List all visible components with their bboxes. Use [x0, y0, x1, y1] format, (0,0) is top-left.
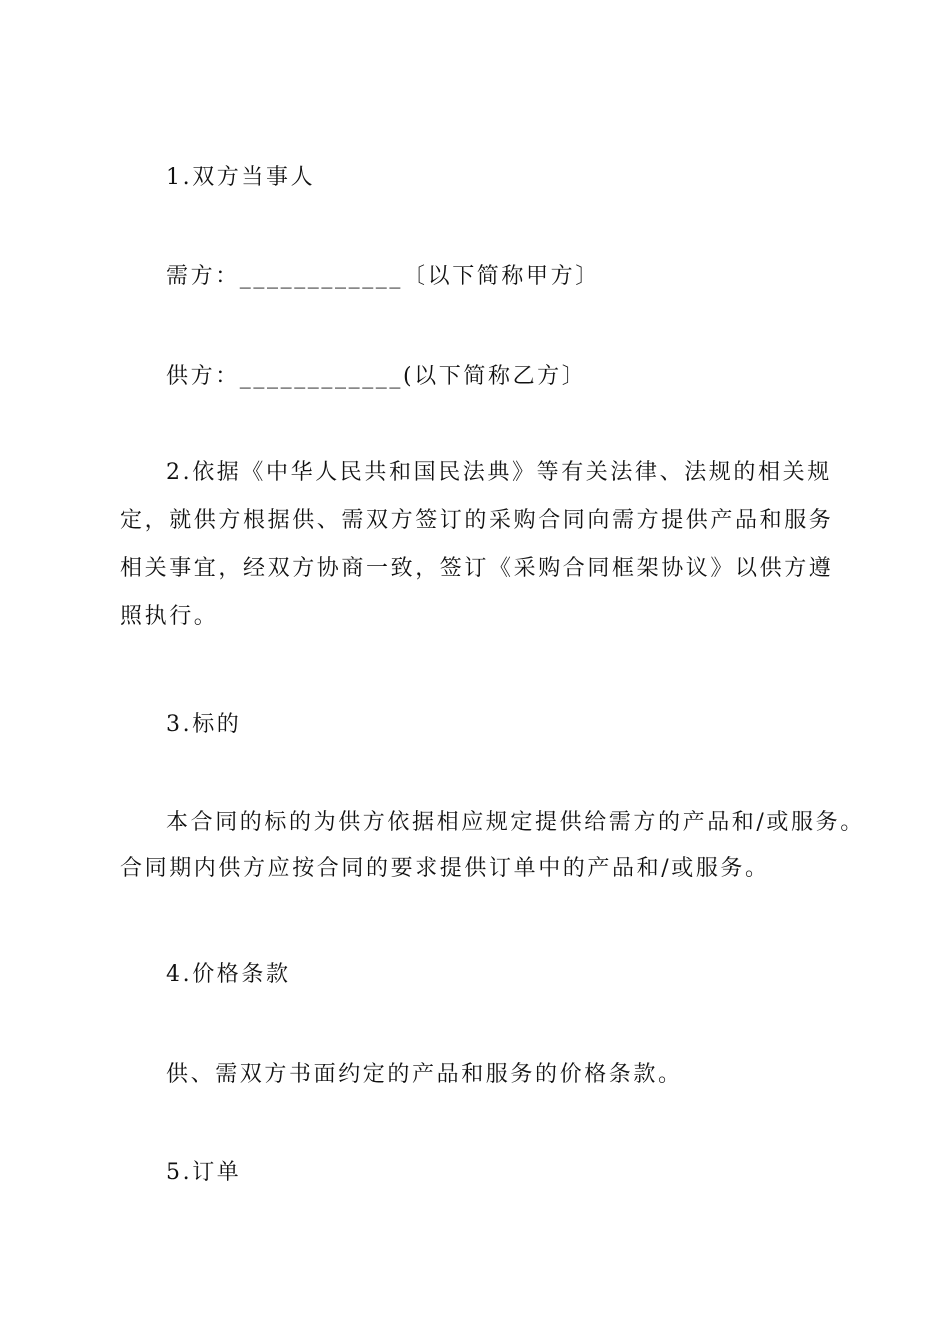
section-3-line: 合同期内供方应按合同的要求提供订单中的产品和/或服务。 [120, 856, 770, 881]
section-2-line: 照执行。 [120, 604, 219, 629]
section-4-heading: 4.价格条款 [166, 962, 291, 987]
party-b-line: 供方：____________(以下简称乙方〕 [166, 364, 587, 389]
section-3-heading: 3.标的 [166, 712, 242, 737]
section-3-line: 本合同的标的为供方依据相应规定提供给需方的产品和/或服务。 [166, 810, 865, 835]
section-2-line: 相关事宜，经双方协商一致，签订《采购合同框架协议》以供方遵 [120, 556, 834, 581]
section-2-line: 定，就供方根据供、需双方签订的采购合同向需方提供产品和服务 [120, 508, 834, 533]
party-a-line: 需方：____________〔以下简称甲方〕 [166, 264, 600, 289]
section-1-heading: 1.双方当事人 [166, 165, 316, 190]
section-2-line: 2.依据《中华人民共和国民法典》等有关法律、法规的相关规 [166, 460, 832, 485]
section-2-paragraph [120, 449, 833, 641]
section-3-paragraph [120, 800, 865, 892]
section-4-body: 供、需双方书面约定的产品和服务的价格条款。 [166, 1062, 683, 1087]
section-5-heading: 5.订单 [166, 1160, 242, 1185]
